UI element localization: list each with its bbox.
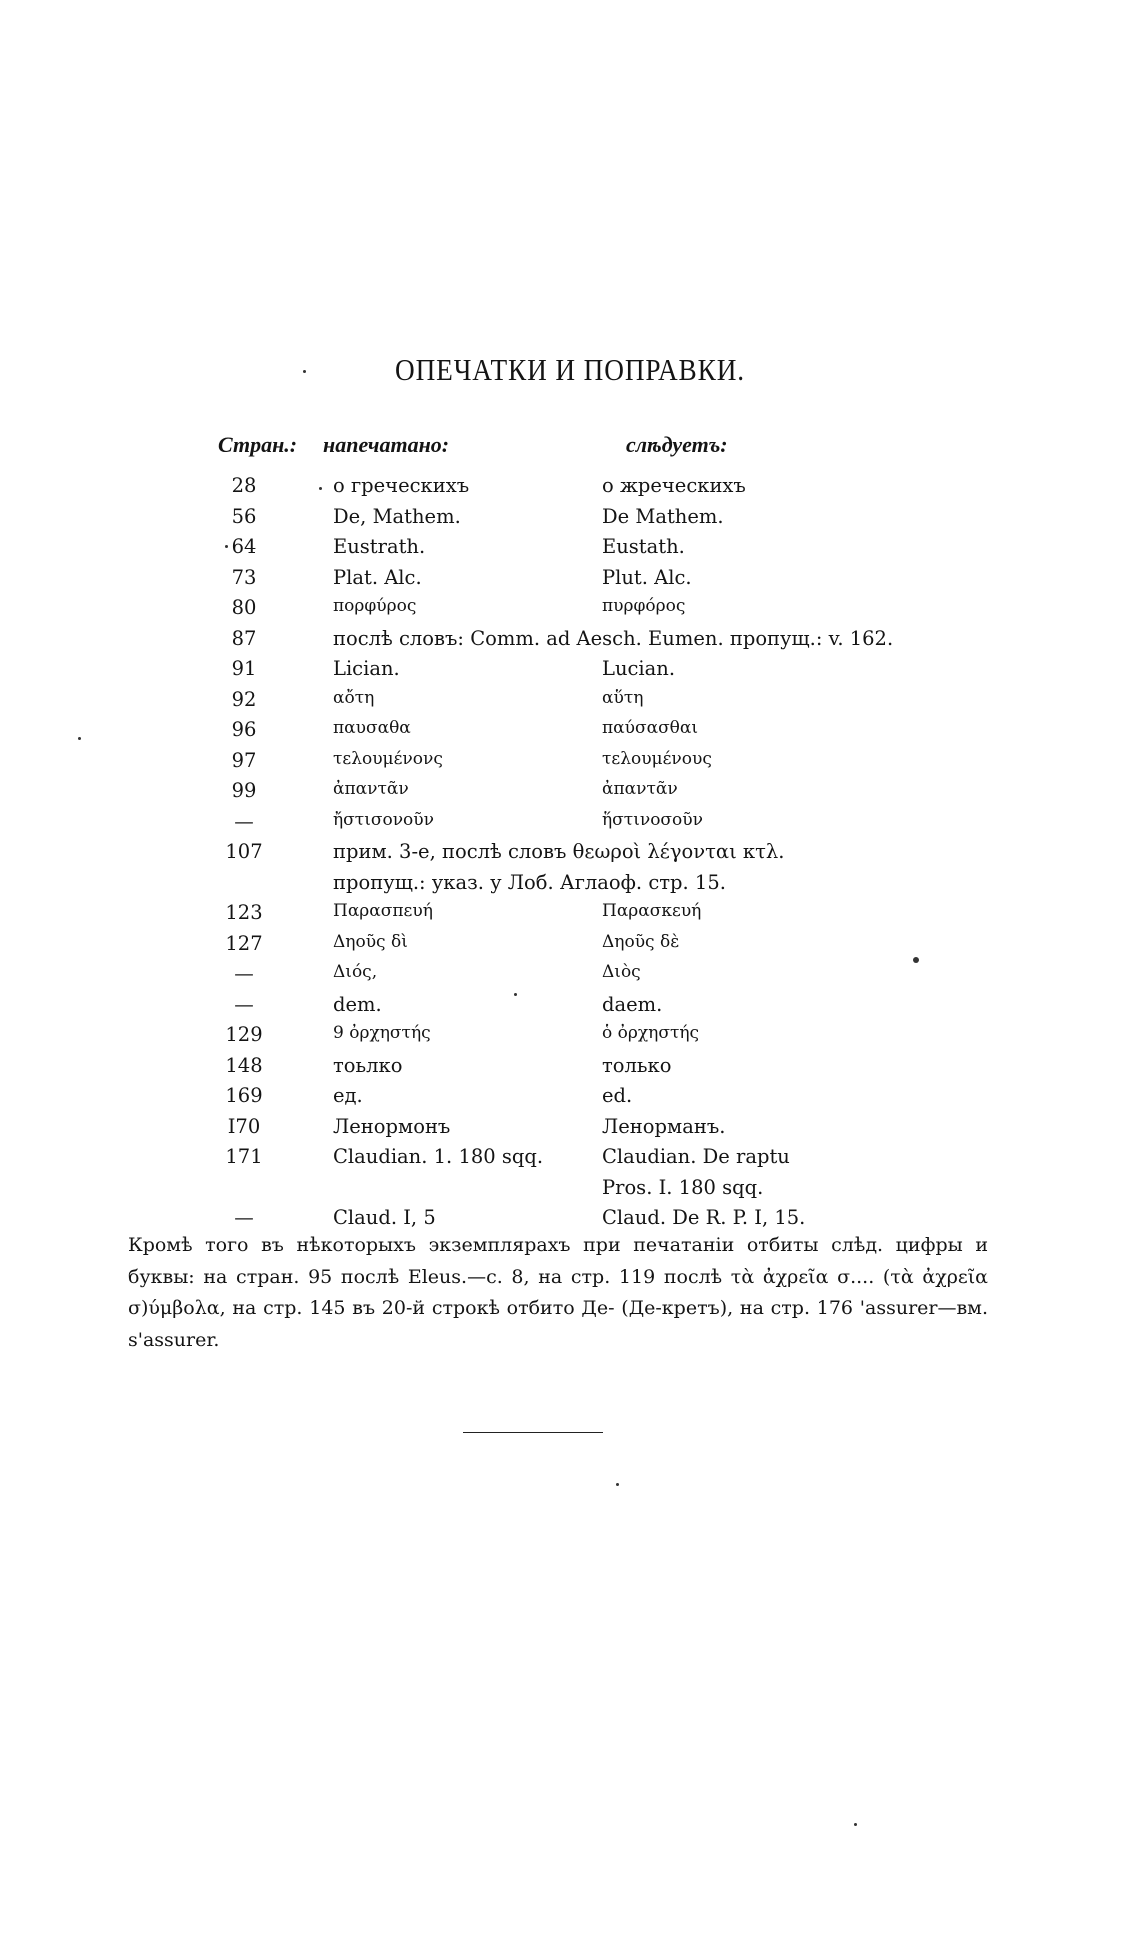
row-printed: παυσαθα [333,718,411,738]
row-page: I70 [227,1114,261,1138]
errata-row [0,684,1140,715]
print-speck [854,1823,857,1826]
errata-row [0,1111,1140,1142]
print-speck [78,737,81,740]
errata-row [0,1172,1140,1203]
row-printed: Eustrath. [333,535,426,558]
print-speck [616,1483,619,1486]
row-printed: dem. [333,992,382,1016]
print-speck [225,545,228,548]
row-printed: ед. [333,1084,363,1107]
print-speck [913,957,919,963]
row-should-be: Claud. De R. P. I, 15. [602,1206,806,1229]
row-should-be: παύσασθαι [602,718,699,738]
errata-row [0,745,1140,776]
errata-row [0,714,1140,745]
row-should-be: De Mathem. [602,504,724,528]
row-page: 56 [231,504,257,528]
row-printed: αὄτη [333,687,375,708]
row-printed: Δηοῦς δὶ [333,931,408,952]
row-printed: Διός, [333,962,378,982]
errata-row [0,958,1140,989]
errata-row [0,1080,1140,1111]
row-page: 28 [231,474,257,497]
row-printed: Plat. Alc. [333,565,422,589]
row-page: — [234,809,254,833]
row-printed: ἀπαντᾶν [333,779,409,799]
print-speck [319,487,322,490]
column-header-printed: напечатано: [323,432,450,457]
row-should-be: Διὸς [602,962,641,982]
row-printed: ἤστισονοῦν [333,809,434,830]
errata-row [0,470,1140,501]
row-should-be: Ленорманъ. [602,1114,726,1138]
row-should-be: Pros. I. 180 sqq. [602,1175,764,1199]
errata-row [0,1050,1140,1081]
row-page: — [234,1206,254,1229]
row-printed: 9 ὀρχηστής [333,1023,431,1043]
errata-row [0,1202,1140,1233]
row-printed: Claud. I, 5 [333,1206,436,1229]
errata-row [0,1019,1140,1050]
row-page: 96 [231,718,257,741]
errata-row [0,928,1140,959]
row-printed: De, Mathem. [333,504,461,528]
row-page: 99 [231,779,257,802]
row-page: 97 [231,748,257,772]
errata-row [0,867,1140,898]
row-should-be: о жреческихъ [602,474,746,497]
row-printed: τελουμένονς [333,748,443,769]
errata-row [0,562,1140,593]
row-printed: прим. 3-е, послѣ словъ θεωροὶ λέγονται κτλ. [333,840,785,863]
divider-rule [463,1432,603,1433]
row-printed: тоьлко [333,1053,403,1077]
column-header-page: Стран.: [218,432,298,457]
errata-row [0,1141,1140,1172]
errata-row [0,501,1140,532]
errata-table [0,470,1140,1233]
print-speck [514,993,517,996]
row-page: 129 [225,1023,263,1046]
row-page: 171 [225,1145,263,1168]
page-title: ОПЕЧАТКИ И ПОПРАВКИ. [394,352,745,387]
row-page: 73 [231,565,257,589]
row-page: 64 [231,535,257,558]
column-header-should-be: слѣдуетъ: [626,432,728,457]
row-should-be: ἥστινοσοῦν [602,809,703,830]
errata-row [0,989,1140,1020]
row-page: 92 [231,687,257,711]
print-speck [303,370,306,373]
errata-row [0,806,1140,837]
row-printed: пропущ.: указ. у Лоб. Аглаоф. стр. 15. [333,870,726,894]
errata-row [0,775,1140,806]
row-page: 80 [231,596,257,619]
row-page: — [234,962,254,985]
errata-row [0,623,1140,654]
row-should-be: Plut. Alc. [602,565,692,589]
row-page: — [234,992,254,1016]
row-printed: Lician. [333,657,400,680]
row-printed: Claudian. 1. 180 sqq. [333,1145,544,1168]
row-should-be: Lucian. [602,657,676,680]
errata-row [0,592,1140,623]
row-page: 123 [225,901,263,924]
errata-row [0,653,1140,684]
row-printed: послѣ словъ: Comm. ad Aesch. Eumen. пропущ.: v. 162. [333,626,894,650]
row-page: 107 [225,840,263,863]
row-should-be: daem. [602,992,663,1016]
row-should-be: Δηοῦς δὲ [602,931,680,952]
row-should-be: τελουμένους [602,748,712,769]
row-printed: о греческихъ [333,474,470,497]
additional-note: Кромѣ того въ нѣкоторыхъ экземплярахъ при печатаніи отбиты слѣд. цифры и буквы: на стран. 95 послѣ Eleus.—c. 8, на стр. 119 послѣ τὰ ἀχρεῖα σ.... (τὰ ἀχρεῖα σ)ύμβολα, на стр. 145 въ 20-й строкѣ отбито Де- (Де-кретъ), на стр. 176 'assurer—вм. s'assurer. [128,1234,988,1351]
row-should-be: ἀπαντᾶν [602,779,678,799]
row-page: 148 [225,1053,263,1077]
row-should-be: ὁ ὀρχηστής [602,1023,700,1043]
errata-row [0,836,1140,867]
row-should-be: πυρφόρος [602,596,686,616]
row-should-be: Claudian. De raptu [602,1145,790,1168]
errata-row [0,897,1140,928]
row-should-be: ed. [602,1084,633,1107]
row-page: 91 [231,657,257,680]
row-printed: πορφύρος [333,596,417,616]
row-printed: Παρασπευή [333,901,433,921]
row-page: 127 [225,931,263,955]
row-should-be: Eustath. [602,535,685,558]
row-page: 169 [225,1084,263,1107]
row-page: 87 [231,626,257,650]
row-should-be: только [602,1053,672,1077]
row-printed: Ленормонъ [333,1114,451,1138]
row-should-be: Παρασκευή [602,901,702,921]
row-should-be: αὕτη [602,687,644,708]
errata-row [0,531,1140,562]
